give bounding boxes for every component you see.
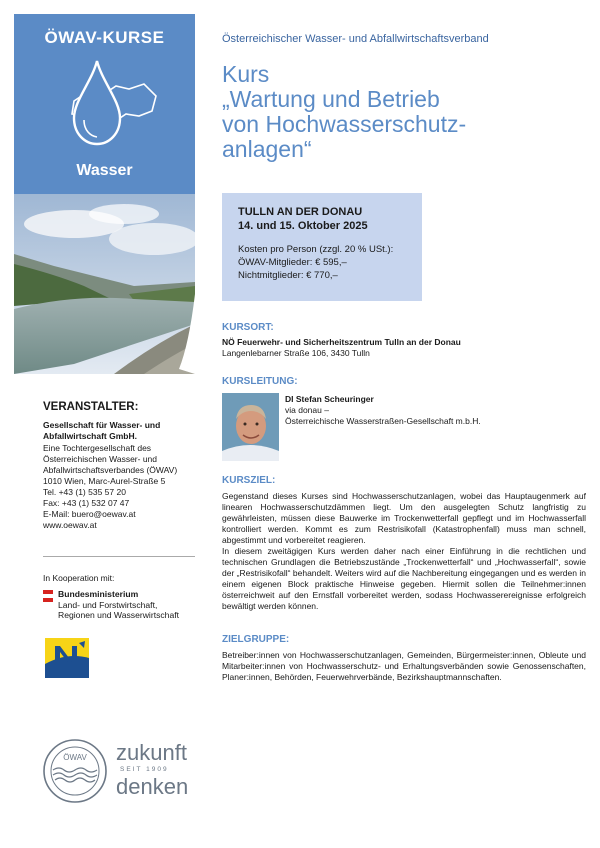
trainer-info [285, 394, 565, 427]
date-price-box [222, 193, 422, 301]
zielgruppe-heading: ZIELGRUPPE: [222, 634, 290, 645]
veranstalter-details [43, 443, 198, 531]
logo-word-zukunft: zukunft [116, 740, 187, 765]
logo-since: SEIT 1909 [120, 766, 169, 773]
kursort-heading: KURSORT: [222, 322, 274, 333]
oewav-circle-icon [42, 738, 108, 804]
niederoesterreich-logo-icon [45, 638, 89, 678]
kursziel-paragraph: Gegenstand dieses Kurses sind Hochwasserschutzanlagen, wobei das Hauptaugenmerk auf linearen Hochwasserschutzdämmen liegt. Um den ausgelegten Schutz langfristig zu gewährleisten, müssen diese Bauwerke im Trockenwetterfall gepflegt und im Hochwasserfall kontrolliert werden. Kommt es zum Restrisikofall (Katastrophenfall) muss man schnell, abgestimmt und vorbereitet reagieren. [222, 491, 586, 545]
veranstalter-fax: Fax: +43 (1) 532 07 47 [43, 498, 130, 508]
kursort-details [222, 337, 582, 359]
brand-title: ÖWAV-KURSE [44, 28, 165, 47]
course-location-date [238, 205, 368, 233]
course-title-line: „Wartung und Betrieb [222, 86, 440, 112]
course-title [222, 62, 562, 162]
veranstalter-phone: Tel. +43 (1) 535 57 20 [43, 487, 126, 497]
organization-name: Österreichischer Wasser- und Abfallwirtschaftsverband [222, 33, 489, 45]
venue-address: Langenlebarner Straße 106, 3430 Tulln [222, 348, 370, 358]
zielgruppe-text: Betreiber:innen von Hochwasserschutzanlagen, Gemeinden, Bürgermeister:innen, Obleute und Mitarbeiter:innen von Hochwasserschutz- und Erhaltungsverbänden sowie Genossenschaften, Planer:innen, Behörden, Feuerwehrverbände, Bezirkshauptmannschaften. [222, 650, 586, 682]
kursziel-text [222, 491, 586, 612]
ministry-line: Regionen und Wasserwirtschaft [58, 610, 180, 620]
kursziel-heading: KURSZIEL: [222, 475, 276, 486]
brand-subtitle: Wasser [76, 162, 133, 179]
trainer-name: DI Stefan Scheuringer [285, 394, 374, 404]
member-price: ÖWAV-Mitglieder: € 595,– [238, 257, 347, 268]
veranstalter-line: Österreichischen Wasser- und [43, 454, 158, 464]
course-location: TULLN AN DER DONAU [238, 206, 363, 218]
veranstalter-address: 1010 Wien, Marc-Aurel-Straße 5 [43, 476, 166, 486]
ministry-line: Land- und Forstwirtschaft, [58, 599, 158, 610]
veranstalter-email[interactable]: E-Mail: buero@oewav.at [43, 509, 136, 519]
ministry-line: Bundesministerium [58, 589, 139, 599]
veranstalter-website[interactable]: www.oewav.at [43, 520, 97, 530]
veranstalter-heading: VERANSTALTER: [43, 401, 139, 413]
veranstalter-line: Eine Tochtergesellschaft des [43, 443, 152, 453]
course-title-line: von Hochwasserschutz- [222, 111, 467, 137]
ministry-logo-text [58, 589, 208, 621]
course-costs [238, 243, 393, 282]
trainer-org: via donau – [285, 405, 329, 415]
veranstalter-name-line: Gesellschaft für Wasser- und [43, 420, 161, 430]
cost-label: Kosten pro Person (zzgl. 20 % USt.): [238, 244, 394, 255]
water-drop-austria-icon [54, 56, 164, 156]
veranstalter-name-line: Abfallwirtschaft GmbH. [43, 431, 137, 441]
kursziel-paragraph: In diesem zweitägigen Kurs werden daher nach einer Einführung in die rechtlichen und technischen Grundlagen die Betriebszustände „Trockenwetterfall“ und „Hochwasserfall“, sowie der „Restrisikofall“ behandelt. Weiters wird auf die Nachbereitung eingegangen und es werden in einem eigenen Block praktische Hinweise gegeben. Hiermit sollen die Teilnehmer:innen österreichweit auf den Ernstfall vorbereitet werden, sodass Hochwasserereignisse erfolgreich bewältigt werden können. [222, 546, 586, 611]
brand-card [14, 14, 195, 194]
veranstalter-line: Abfallwirtschaftsverbandes (ÖWAV) [43, 465, 178, 475]
divider [43, 556, 195, 557]
trainer-org: Österreichische Wasserstraßen-Gesellschaft m.b.H. [285, 416, 481, 426]
river-landscape-photo [14, 194, 195, 374]
course-title-line: anlagen“ [222, 136, 312, 162]
non-member-price: Nichtmitglieder: € 770,– [238, 270, 338, 281]
oewav-logo-text: ÖWAV [63, 753, 87, 762]
logo-word-denken: denken [116, 774, 189, 799]
kursleitung-heading: KURSLEITUNG: [222, 376, 298, 387]
course-dates: 14. und 15. Oktober 2025 [238, 220, 368, 232]
trainer-portrait-photo [222, 393, 279, 461]
venue-name: NÖ Feuerwehr- und Sicherheitszentrum Tulln an der Donau [222, 337, 461, 347]
oewav-zukunft-logo [42, 738, 202, 804]
kooperation-label: In Kooperation mit: [43, 573, 115, 583]
austria-flag-icon [43, 590, 53, 602]
veranstalter-name [43, 420, 193, 442]
course-title-line: Kurs [222, 61, 270, 87]
